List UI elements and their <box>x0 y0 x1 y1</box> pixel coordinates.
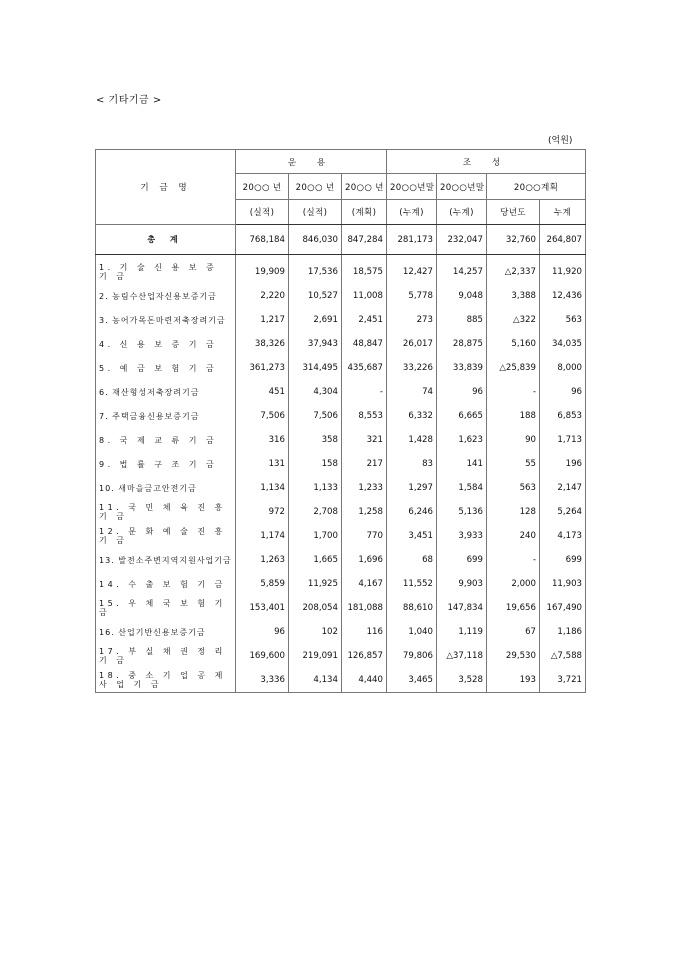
value-cell: 219,091 <box>289 644 342 668</box>
value-cell: 1,186 <box>540 620 586 644</box>
value-cell: 2,691 <box>289 308 342 332</box>
value-cell: 19,909 <box>236 260 289 284</box>
value-cell: 314,495 <box>289 356 342 380</box>
value-cell: 153,401 <box>236 596 289 620</box>
total-cell: 846,030 <box>289 225 342 255</box>
fund-row <box>96 332 586 356</box>
value-cell: 116 <box>342 620 387 644</box>
value-cell: 316 <box>236 428 289 452</box>
value-cell: 1,174 <box>236 524 289 548</box>
value-cell: 11,920 <box>540 260 586 284</box>
fund-name: 17. 부 실 채 권 정 리 기 금 <box>96 644 236 668</box>
value-cell: 9,903 <box>437 572 487 596</box>
value-cell: 2,220 <box>236 284 289 308</box>
value-cell: 9,048 <box>437 284 487 308</box>
value-cell: 67 <box>487 620 540 644</box>
value-cell: - <box>487 548 540 572</box>
value-cell: 26,017 <box>387 332 437 356</box>
unit-label: (억원) <box>548 136 573 146</box>
sub-header: (누계) <box>387 200 437 225</box>
value-cell: 273 <box>387 308 437 332</box>
value-cell: 2,000 <box>487 572 540 596</box>
total-cell: 232,047 <box>437 225 487 255</box>
value-cell: 193 <box>487 668 540 693</box>
value-cell: 188 <box>487 404 540 428</box>
value-cell: 1,040 <box>387 620 437 644</box>
value-cell: 11,925 <box>289 572 342 596</box>
sub-header: 누계 <box>540 200 586 225</box>
value-cell: 358 <box>289 428 342 452</box>
value-cell: 126,857 <box>342 644 387 668</box>
value-cell: 6,246 <box>387 500 437 524</box>
value-cell: 3,451 <box>387 524 437 548</box>
value-cell: 563 <box>487 476 540 500</box>
value-cell: 5,859 <box>236 572 289 596</box>
value-cell: 131 <box>236 452 289 476</box>
value-cell: 7,506 <box>289 404 342 428</box>
year-header: 20○○년말 <box>387 174 437 200</box>
value-cell: 1,263 <box>236 548 289 572</box>
value-cell: 451 <box>236 380 289 404</box>
value-cell: 699 <box>540 548 586 572</box>
value-cell: 147,834 <box>437 596 487 620</box>
value-cell: 68 <box>387 548 437 572</box>
fund-row <box>96 428 586 452</box>
fund-row <box>96 596 586 620</box>
fund-name: 14. 수 출 보 험 기 금 <box>96 572 236 596</box>
value-cell: 14,257 <box>437 260 487 284</box>
value-cell: 28,875 <box>437 332 487 356</box>
value-cell: △7,588 <box>540 644 586 668</box>
value-cell: 217 <box>342 452 387 476</box>
value-cell: 34,035 <box>540 332 586 356</box>
value-cell: 37,943 <box>289 332 342 356</box>
total-cell: 847,284 <box>342 225 387 255</box>
section-title: < 기타기금 > <box>96 95 162 106</box>
year-header: 20○○ 년 <box>236 174 289 200</box>
value-cell: 11,008 <box>342 284 387 308</box>
value-cell: 1,696 <box>342 548 387 572</box>
value-cell: 4,304 <box>289 380 342 404</box>
value-cell: 563 <box>540 308 586 332</box>
value-cell: 88,610 <box>387 596 437 620</box>
value-cell: 102 <box>289 620 342 644</box>
value-cell: 435,687 <box>342 356 387 380</box>
use-group-header: 운 용 <box>236 150 387 174</box>
fund-name: 9. 법 률 구 조 기 금 <box>96 452 236 476</box>
fund-name: 18. 중 소 기 업 공 제 사 업 기 금 <box>96 668 236 693</box>
value-cell: 5,264 <box>540 500 586 524</box>
value-cell: 1,133 <box>289 476 342 500</box>
fund-row <box>96 260 586 284</box>
value-cell: 6,665 <box>437 404 487 428</box>
value-cell: 79,806 <box>387 644 437 668</box>
year-header: 20○○ 년 <box>289 174 342 200</box>
value-cell: 6,332 <box>387 404 437 428</box>
fund-row <box>96 284 586 308</box>
value-cell: 3,528 <box>437 668 487 693</box>
value-cell: 33,839 <box>437 356 487 380</box>
value-cell: 11,903 <box>540 572 586 596</box>
value-cell: 74 <box>387 380 437 404</box>
value-cell: 17,536 <box>289 260 342 284</box>
value-cell: - <box>487 380 540 404</box>
value-cell: 83 <box>387 452 437 476</box>
value-cell: 29,530 <box>487 644 540 668</box>
value-cell: 8,000 <box>540 356 586 380</box>
value-cell: 12,436 <box>540 284 586 308</box>
value-cell: 1,713 <box>540 428 586 452</box>
raise-group-header: 조 성 <box>387 150 586 174</box>
value-cell: 1,665 <box>289 548 342 572</box>
fund-row <box>96 308 586 332</box>
value-cell: 361,273 <box>236 356 289 380</box>
value-cell: 181,088 <box>342 596 387 620</box>
value-cell: 3,465 <box>387 668 437 693</box>
value-cell: 4,440 <box>342 668 387 693</box>
value-cell: △25,839 <box>487 356 540 380</box>
fund-name: 3. 농어가목돈마련저축장려기금 <box>96 308 236 332</box>
value-cell: 208,054 <box>289 596 342 620</box>
fund-row <box>96 380 586 404</box>
sub-header: (계획) <box>342 200 387 225</box>
value-cell: 1,623 <box>437 428 487 452</box>
value-cell: 33,226 <box>387 356 437 380</box>
value-cell: 3,336 <box>236 668 289 693</box>
value-cell: 2,451 <box>342 308 387 332</box>
year-header: 20○○ 년 <box>342 174 387 200</box>
sub-header: (실적) <box>289 200 342 225</box>
value-cell: 972 <box>236 500 289 524</box>
fund-name: 16. 산업기반신용보증기금 <box>96 620 236 644</box>
fund-name: 1. 기 술 신 용 보 증 기 금 <box>96 260 236 284</box>
value-cell: 321 <box>342 428 387 452</box>
fund-name: 10. 새마을금고안전기금 <box>96 476 236 500</box>
sub-header: (누계) <box>437 200 487 225</box>
value-cell: - <box>342 380 387 404</box>
value-cell: 885 <box>437 308 487 332</box>
value-cell: 196 <box>540 452 586 476</box>
value-cell: △37,118 <box>437 644 487 668</box>
value-cell: 8,553 <box>342 404 387 428</box>
value-cell: 1,258 <box>342 500 387 524</box>
value-cell: 699 <box>437 548 487 572</box>
value-cell: 19,656 <box>487 596 540 620</box>
fund-row <box>96 524 586 548</box>
fund-name: 6. 재산형성저축장려기금 <box>96 380 236 404</box>
total-cell: 264,807 <box>540 225 586 255</box>
value-cell: 55 <box>487 452 540 476</box>
value-cell: 128 <box>487 500 540 524</box>
fund-row <box>96 620 586 644</box>
fund-name: 13. 발전소주변지역지원사업기금 <box>96 548 236 572</box>
value-cell: 1,428 <box>387 428 437 452</box>
fund-row <box>96 500 586 524</box>
value-cell: 1,584 <box>437 476 487 500</box>
funds-table <box>95 149 586 693</box>
value-cell: 7,506 <box>236 404 289 428</box>
fund-row <box>96 476 586 500</box>
fund-row <box>96 548 586 572</box>
value-cell: 5,136 <box>437 500 487 524</box>
fund-row <box>96 668 586 693</box>
fund-name: 8. 국 제 교 류 기 금 <box>96 428 236 452</box>
value-cell: 141 <box>437 452 487 476</box>
fund-name: 7. 주택금융신용보증기금 <box>96 404 236 428</box>
value-cell: 1,233 <box>342 476 387 500</box>
value-cell: 10,527 <box>289 284 342 308</box>
value-cell: 5,160 <box>487 332 540 356</box>
value-cell: 3,933 <box>437 524 487 548</box>
fund-name: 11. 국 민 체 육 진 흥 기 금 <box>96 500 236 524</box>
fund-name-header: 기 금 명 <box>96 150 236 225</box>
fund-row <box>96 572 586 596</box>
fund-name: 12. 문 화 예 술 진 흥 기 금 <box>96 524 236 548</box>
value-cell: 4,134 <box>289 668 342 693</box>
value-cell: 167,490 <box>540 596 586 620</box>
sub-header: 당년도 <box>487 200 540 225</box>
value-cell: 2,147 <box>540 476 586 500</box>
value-cell: 96 <box>437 380 487 404</box>
total-cell: 768,184 <box>236 225 289 255</box>
fund-row <box>96 644 586 668</box>
value-cell: 96 <box>540 380 586 404</box>
value-cell: 12,427 <box>387 260 437 284</box>
value-cell: 1,297 <box>387 476 437 500</box>
value-cell: 48,847 <box>342 332 387 356</box>
value-cell: 770 <box>342 524 387 548</box>
fund-name: 5. 예 금 보 험 기 금 <box>96 356 236 380</box>
fund-name: 2. 농림수산업자신용보증기금 <box>96 284 236 308</box>
sub-header: (실적) <box>236 200 289 225</box>
total-cell: 32,760 <box>487 225 540 255</box>
value-cell: 3,388 <box>487 284 540 308</box>
value-cell: 158 <box>289 452 342 476</box>
total-cell: 281,173 <box>387 225 437 255</box>
fund-row <box>96 452 586 476</box>
value-cell: 18,575 <box>342 260 387 284</box>
value-cell: △322 <box>487 308 540 332</box>
value-cell: 169,600 <box>236 644 289 668</box>
value-cell: 1,700 <box>289 524 342 548</box>
value-cell: 1,217 <box>236 308 289 332</box>
total-label: 총 계 <box>96 225 236 255</box>
total-row <box>96 225 586 255</box>
value-cell: 1,134 <box>236 476 289 500</box>
value-cell: 38,326 <box>236 332 289 356</box>
fund-row <box>96 356 586 380</box>
value-cell: △2,337 <box>487 260 540 284</box>
value-cell: 11,552 <box>387 572 437 596</box>
value-cell: 90 <box>487 428 540 452</box>
value-cell: 2,708 <box>289 500 342 524</box>
year-header: 20○○년말 <box>437 174 487 200</box>
value-cell: 5,778 <box>387 284 437 308</box>
value-cell: 96 <box>236 620 289 644</box>
value-cell: 1,119 <box>437 620 487 644</box>
year-header: 20○○계획 <box>487 174 586 200</box>
fund-row <box>96 404 586 428</box>
fund-name: 4. 신 용 보 증 기 금 <box>96 332 236 356</box>
value-cell: 3,721 <box>540 668 586 693</box>
value-cell: 240 <box>487 524 540 548</box>
value-cell: 6,853 <box>540 404 586 428</box>
fund-name: 15. 우 체 국 보 험 기 금 <box>96 596 236 620</box>
value-cell: 4,167 <box>342 572 387 596</box>
value-cell: 4,173 <box>540 524 586 548</box>
